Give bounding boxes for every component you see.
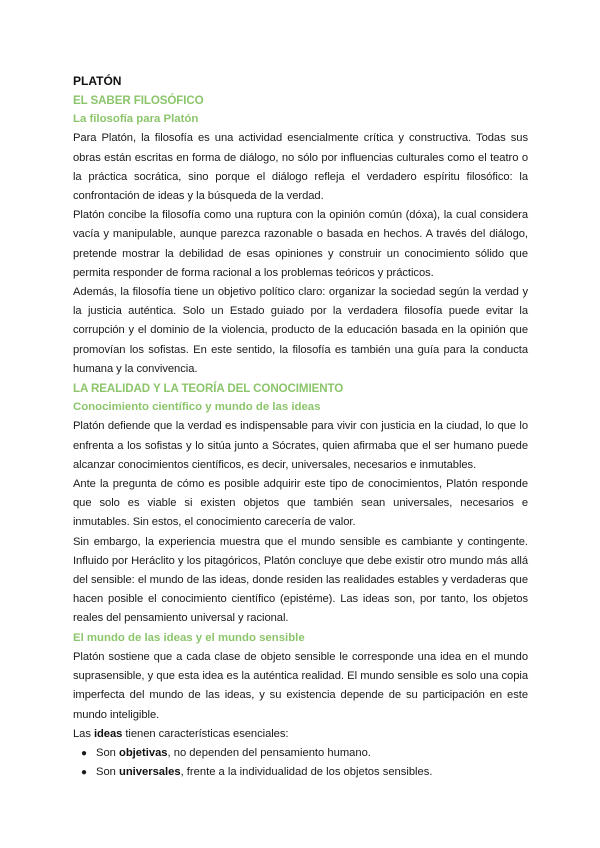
- list-item-bold: universales: [119, 766, 181, 779]
- list-item-pre: Son: [96, 766, 120, 779]
- subheading-filosofia-platon: La filosofía para Platón: [73, 113, 199, 126]
- bullet-icon: ●: [81, 767, 88, 779]
- list-intro-bold: ideas: [93, 727, 123, 740]
- list-item-pre: Son: [96, 746, 120, 759]
- paragraph: Platón concibe la filosofía como una ruptura con la opinión común (dóxa), la cual considera vacía y manipulable, aunque parezca razonable o basada en hechos. A través del diálogo, pretende mostrar la debilidad de esas opiniones y construir un conocimiento sólido que permita responder de forma racional a los problemas teóricos y prácticos.: [73, 209, 528, 279]
- list-item-bold: objetivas: [119, 746, 168, 759]
- list-intro: [73, 725, 528, 744]
- paragraph: Platón defiende que la verdad es indispensable para vivir con justicia en la ciudad, lo que lo enfrenta a los sofistas y lo sitúa junto a Sócrates, quien afirmaba que el ser humano puede alcanzar conocimientos científicos, es decir, universales, necesarios e inmutables.: [73, 420, 528, 471]
- bullet-icon: ●: [81, 747, 88, 759]
- paragraph: Platón sostiene que a cada clase de objeto sensible le corresponde una idea en el mundo suprasensible, y que esta idea es la auténtica realidad. El mundo sensible es solo una copia imperfecta del mundo de las ideas, y su existencia depende de su participación en este mundo inteligible.: [73, 650, 528, 721]
- paragraph: Ante la pregunta de cómo es posible adquirir este tipo de conocimientos, Platón responde que solo es viable si existen objetos que también sean universales, necesarios e inmutables. Sin estos, el conocimiento carecería de valor.: [73, 478, 528, 529]
- list-item: [81, 763, 528, 782]
- list-intro-post: tienen características esenciales:: [122, 727, 289, 740]
- section-heading-saber: EL SABER FILOSÓFICO: [73, 94, 204, 107]
- list-intro-pre: Las: [73, 727, 94, 740]
- document-title: PLATÓN: [73, 74, 122, 88]
- paragraph: Para Platón, la filosofía es una actividad esencialmente crítica y constructiva. Todas sus obras están escritas en forma de diálogo, no sólo por influencias culturales como el teatro o la práctica socrática, sino porque el diálogo refleja el verdadero espíritu filosófico: la confrontación de ideas y la búsqueda de la verdad.: [73, 132, 528, 203]
- paragraph: Sin embargo, la experiencia muestra que el mundo sensible es cambiante y contingente. Influido por Heráclito y los pitagóricos, Platón concluye que debe existir otro mundo más allá del sensible: el mundo de las ideas, donde residen las realidades estables y verdaderas que hacen posible el conocimiento científico (epistéme). Las ideas son, por tanto, los objetos reales del pensamiento universal y racional.: [73, 535, 528, 625]
- subheading-conocimiento-cientifico: Conocimiento científico y mundo de las ideas: [73, 401, 321, 414]
- list-item: [81, 744, 528, 763]
- list-item-post: , frente a la individualidad de los objetos sensibles.: [180, 766, 433, 779]
- subheading-mundo-ideas: El mundo de las ideas y el mundo sensible: [73, 631, 305, 644]
- list-item-post: , no dependen del pensamiento humano.: [167, 746, 371, 759]
- paragraph: Además, la filosofía tiene un objetivo político claro: organizar la sociedad según la verdad y la justicia auténtica. Solo un Estado guiado por la verdadera filosofía puede evitar la corrupción y el dominio de la violencia, producto de la educación basada en la opinión que promovían los sofistas. En este sentido, la filosofía es también una guía para la conducta humana y la convivencia.: [73, 286, 528, 375]
- section-heading-realidad: LA REALIDAD Y LA TEORÍA DEL CONOCIMIENTO: [73, 382, 344, 396]
- characteristics-list: [73, 744, 528, 782]
